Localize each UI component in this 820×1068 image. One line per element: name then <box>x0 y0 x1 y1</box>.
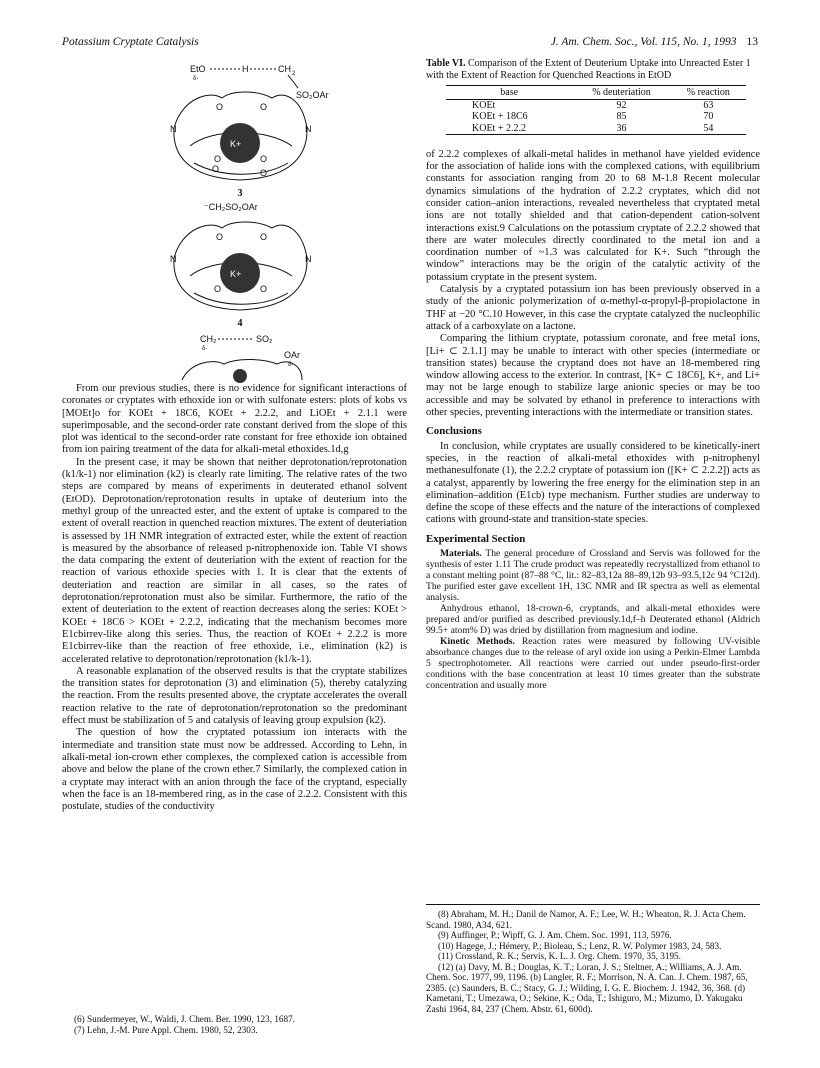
table-cell-deuteriation: 92 <box>616 100 627 112</box>
s4-o3: O <box>214 284 222 294</box>
s4-o2: O <box>260 232 268 242</box>
s3-o1: O <box>216 102 224 112</box>
running-head-journal <box>551 36 758 48</box>
left-column <box>62 58 407 813</box>
s4-label: 4 <box>237 318 243 329</box>
deuteriation-table <box>446 85 746 135</box>
cryptate-structures-svg <box>62 58 407 383</box>
table-cell-base: KOEt <box>472 100 496 112</box>
left-paragraph-4: The question of how the cryptated potassium ion interacts with the intermediate and transition state must now be addressed. According to Lehn, in alkali-metal ion-crown ether complexes, the complexed cation is accessible from above and below the plane of the crown ether.7 Similarly, the complexed cation in a cryptate may interact with an anion through the face of the cryptand, especially when the face is an 18-membered ring, as in the case of 2.2.2. Consistent with this postulate, studies of the conductivity <box>62 727 407 813</box>
kinetic-text: Reaction rates were measured by following UV-visible absorbance changes due to the release of aryl oxide ion using a Perkin-Elmer Lambda 5 spectrophotometer. All reactions were carried out under pseudo-first-order conditions with the base concentration at least 10 times greater than the substrate concentration and usually more <box>426 636 760 692</box>
s4-cage-top <box>174 222 307 258</box>
s4-o1: O <box>216 232 224 242</box>
table-cell-base: KOEt + 2.2.2 <box>446 123 572 135</box>
s3-o3: O <box>214 154 222 164</box>
s3-label: 3 <box>237 188 243 199</box>
conclusions-heading: Conclusions <box>426 425 482 438</box>
s3-ch: CH <box>278 64 291 74</box>
s4-o4: O <box>260 284 268 294</box>
table-label: Table VI. <box>426 58 466 69</box>
running-head-title: Potassium Cryptate Catalysis <box>62 36 199 48</box>
materials-label: Materials. <box>440 548 482 560</box>
structure-6 <box>182 334 302 383</box>
footnote-6: (6) Sundermeyer, W., Waldi, J. Chem. Ber. 1990, 123, 1687. <box>74 1014 295 1024</box>
materials-text: The general procedure of Crossland and Servis was followed for the synthesis of ester 1.11 The crude product was repeatedly recrystallized from ethanol to a constant melting point (87–88 °C, lit.: 82–83,12a 88–89,12b 93–93.5,12c 94 °C12d). The purified ester gave excellent 1H, 13C NMR and IR spectra as well as elemental analysis. <box>426 548 760 604</box>
footnote-10: (10) Hagege, J.; Hémery, P.; Bioleau, S.; Lenz, R. W. Polymer 1983, 24, 583. <box>438 940 722 951</box>
s3-sub2: 2 <box>292 71 296 77</box>
materials-paragraph-2: Anhydrous ethanol, 18-crown-6, cryptands, and alkali-metal ethoxides were prepared and/or purified as described previously.1d,f–h Deuterated ethanol (Aldrich 99.5+ atom% D) was dried by distillation from magnesium and iodine. <box>426 603 760 637</box>
right-column <box>426 58 760 691</box>
table-cell-deuteriation: 85 <box>616 111 627 123</box>
footnotes-right <box>426 904 760 1014</box>
conclusions-paragraph: In conclusion, while cryptates are usually considered to be kinetically-inert species, in the reaction of alkali-metal ethoxides with p-nitrophenyl methanesulfonate (1), the 2.2.2 cryptate of potassium ion ([K+ ⊂ 2.2.2]) acts as a catalyst, apparently by lowering the free energy for the elimination step in an elimination–addition (E1cb) type mechanism. Further studies are underway to define the scope of these effects and the nature of the interactions of complexed cations with ground-state and transition-state species. <box>426 440 760 526</box>
table-cell-reaction: 63 <box>703 100 714 112</box>
right-paragraph-3: Comparing the lithium cryptate, potassium coronate, and free metal ions, [Li+ ⊂ 2.1.1] may be unable to interact with other species (intermediate or transition states) because the cryptand does not have an 18-membered ring window allowing access to the exterior. In contrast, [K+ ⊂ 18C6], K+, and Li+ may not be large enough to stabilize large anionic species or may be too accessible and may be solvated by ethanol in preference to interactions with other species, preventing interactions with the intermediate or transition states. <box>426 333 760 419</box>
table-cell-reaction: 70 <box>703 111 714 123</box>
s3-o5: O <box>212 164 220 174</box>
s6-delta1: δ- <box>202 346 208 352</box>
s6-oar: OAr <box>284 350 301 360</box>
footnote-9: (9) Auffinger, P.; Wipff, G. J. Am. Chem. Soc. 1991, 113, 5976. <box>438 930 672 940</box>
footnote-12: (12) (a) Davy, M. B.; Douglas, K. T.; Loran, J. S.; Steltner, A.; Williams, A. J. Am. Chem. Soc. 1977, 99, 1196. (b) Langler, R. F.; Morrison, N. A. Can. J. Chem. 1987, 65, 2385. (c) Saunders, B. C.; Stacy, G. J.; Wilding, I. G. E. Biochem. J. 1942, 36, 368. (d) Kametani, T.; Umezawa, O.; Sekine, K.; Oda, T.; Ishiguro, M.; Mizumo, D. Yakugaku Zashi 1964, 84, 237 (Chem. Abstr. 61, 600d). <box>426 961 748 1014</box>
s3-h: H <box>242 64 249 74</box>
table-row <box>446 111 746 122</box>
s3-cage-top <box>174 92 307 128</box>
running-head <box>62 36 758 52</box>
s3-n-left: N <box>170 124 177 134</box>
kinetic-label: Kinetic Methods. <box>440 636 515 648</box>
structure-3 <box>170 64 329 199</box>
s6-k-ion <box>233 369 247 383</box>
table-header-reaction: % reaction <box>671 86 746 100</box>
s3-so2oar: SO₂OAr <box>296 90 329 100</box>
s4-cage-low <box>194 293 288 304</box>
table-caption-text: Comparison of the Extent of Deuterium Uptake into Unreacted Ester 1 with the Extent of Reaction for Quenched Reactions in EtOD <box>426 58 751 81</box>
left-paragraph-1: From our previous studies, there is no evidence for significant interactions of coronates or cryptates with ethoxide ion or with sulfonate esters: plots of kobs vs [MOEt]o for KOEt + 18C6, KOEt + 2.2.2, and LiOEt + 2.1.1 were superimposable, and the second-order rate constant derived from the slope of this plot was identical to the second-order rate constant for free ethoxide ion obtained from ion pairing treatment of the data for alkali-metal ethoxides.1d,g <box>62 383 407 456</box>
kinetic-paragraph <box>426 636 760 691</box>
footnote-11: (11) Crossland, R. K.; Servis, K. L. J. Org. Chem. 1970, 35, 3195. <box>438 951 681 961</box>
s3-delta: δ- <box>193 76 199 82</box>
s3-cage-low <box>194 163 288 174</box>
footnote-8: (8) Abraham, M. H.; Danil de Namor, A. F.; Lee, W. H.; Wheaton, R. J. Acta Chem. Scand. 1980, A34, 621. <box>426 909 746 930</box>
table-row <box>446 100 746 112</box>
table-header-row <box>446 86 746 100</box>
table-caption <box>426 58 760 81</box>
right-paragraph-2: Catalysis by a cryptated potassium ion has been previously observed in a study of the anionic polymerization of α-methyl-α-propyl-β-propiolactone in THF at −20 °C.10 However, in this case the cryptate catalyzed the nucleophilic attack of a carboxylate on a lactone. <box>426 284 760 332</box>
structure-figures <box>62 58 407 383</box>
s4-n-right: N <box>305 254 312 264</box>
s3-o4: O <box>260 154 268 164</box>
right-paragraph-1: of 2.2.2 complexes of alkali-metal halides in methanol have yielded evidence for the association of halide ions with the complexed cations, with equilibrium constants for association ranging from 20 to 68 M-1.8 Recent molecular dynamics simulations of the hydration of 2.2.2 cryptates, which did not consider cation–anion interactions, revealed nevertheless that cryptated metal ions are not totally shielded and that cation-dependent cation-solvent interactions exist.9 Calculations on the potassium cryptate of 2.2.2 showed that there are water molecules directly coordinated to the metal ion and a coordination number of ~1.3 was calculated for K+. Such “through the window” interactions may be the origin of the catalytic activity of the potassium cryptate in the present system. <box>426 148 760 283</box>
table-header-deuteriation: % deuteriation <box>572 86 670 100</box>
table-row <box>446 123 746 135</box>
s3-o6: O <box>260 168 268 178</box>
table-cell-base: KOEt + 18C6 <box>472 111 528 123</box>
footnote-divider <box>426 904 760 905</box>
s6-so2: SO₂ <box>256 334 273 344</box>
structure-4 <box>170 202 312 329</box>
s3-eto: EtO <box>190 64 206 74</box>
s4-k-label: K+ <box>230 269 242 279</box>
table-cell-deuteriation: 36 <box>572 123 670 135</box>
s3-o2: O <box>260 102 268 112</box>
left-paragraph-2: In the present case, it may be shown that neither deprotonation/reprotonation (k1/k-1) nor elimination (k2) is clearly rate limiting. The relative rates of the two steps are compared by means of experiments in deuterated ethanol solvent (EtOD). Deprotonation/reprotonation results in uptake of deuterium into the methyl group of the unreacted ester, and the extent of uptake is compared to the extent of overall reaction in quenched reaction mixtures. The extent of deuteriation is assessed by 1H NMR integration of extracted ester, while the extent of reaction is measured by the absorbance of released p-nitrophenoxide ion. Table VI shows the data comparing the extent of deuteriation with the extent of reaction for the reaction of various ethoxide species with 1. It is clear that the extents of deuteriation and reaction are similar in all cases, so the rates of deprotonation/reprotonation must also be similar. Furthermore, the ratio of the extent of deuteriation to the extent of reaction decreases along the series: KOEt > KOEt + 18C6 > KOEt + 2.2.2, indicating that the mechanism becomes more E1cbirrev-like along this series. Thus, the reaction of KOEt + 2.2.2 is more E1cbirrev-like than the reaction of free ethoxide, i.e., elimination (k2) is accelerated relative to deprotonation/reprotonation (k1/k-1). <box>62 456 407 665</box>
table-header-base: base <box>446 86 572 100</box>
footnote-7: (7) Lehn, J.-M. Pure Appl. Chem. 1980, 52, 2303. <box>74 1024 258 1035</box>
s3-n-right: N <box>305 124 312 134</box>
s6-delta2: δ- <box>288 362 294 368</box>
left-paragraph-3: A reasonable explanation of the observed results is that the cryptate stabilizes the transition states for deprotonation (3) and elimination (5), thereby catalyzing the reaction. From the results presented above, the cryptate accelerates the overall reaction relative to the rate of deprotonation/reprotonation so the predominant effect must be stabilization of 5 and catalysis of leaving group expulsion (k2). <box>62 665 407 727</box>
experimental-heading: Experimental Section <box>426 532 526 545</box>
table-cell-reaction: 54 <box>671 123 746 135</box>
journal-citation: J. Am. Chem. Soc., Vol. 115, No. 1, 1993 <box>550 36 737 48</box>
s4-anion: ⁻CH₂SO₂OAr <box>204 202 258 212</box>
page-number: 13 <box>746 36 758 48</box>
materials-paragraph <box>426 548 760 603</box>
s6-ch2: CH₂ <box>200 334 217 344</box>
s3-k-label: K+ <box>230 139 242 149</box>
footnotes-left <box>62 1014 407 1035</box>
s4-n-left: N <box>170 254 177 264</box>
